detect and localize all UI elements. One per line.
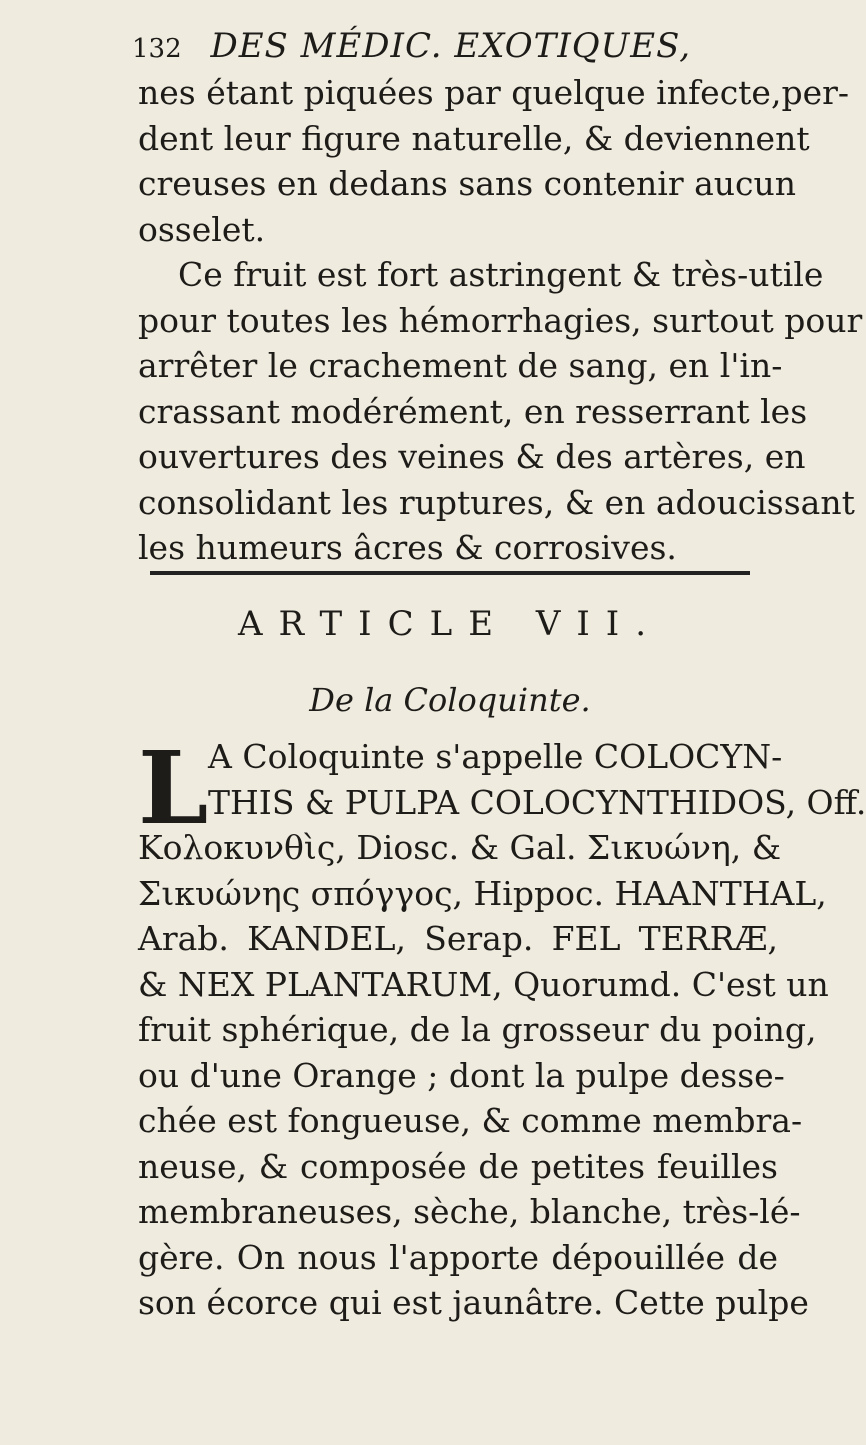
text-line: gère. On nous l'apporte dépouillée de bbox=[138, 1237, 778, 1277]
running-title: DES MÉDIC. EXOTIQUES, bbox=[210, 26, 692, 66]
text-block-2 bbox=[138, 729, 866, 1326]
text-line: & NEX PLANTARUM, Quorumd. C'est un bbox=[138, 964, 829, 1004]
text-line: nes étant piquées par quelque infecte,per- bbox=[138, 73, 850, 112]
text-line: fruit sphérique, de la grosseur du poing, bbox=[138, 1010, 817, 1049]
text-line: chée est fongueuse, & comme membra- bbox=[138, 1101, 803, 1140]
text-line: dent leur figure naturelle, & deviennent bbox=[138, 118, 810, 158]
text-line: ou d'une Orange ; dont la pulpe desse- bbox=[138, 1055, 785, 1095]
text-line: A Coloquinte s'appelle COLOCYN- bbox=[208, 737, 783, 776]
drop-cap: L bbox=[138, 729, 209, 847]
text-line: arrêter le crachement de sang, en l'in- bbox=[138, 346, 783, 385]
text-line: crassant modérément, en resserrant les bbox=[138, 391, 808, 431]
text-block-1 bbox=[138, 70, 863, 571]
text-line: pour toutes les hémorrhagies, surtout pour bbox=[138, 300, 863, 340]
running-header bbox=[132, 26, 772, 69]
page-number: 132 bbox=[132, 34, 182, 64]
text-line: creuses en dedans sans contenir aucun bbox=[138, 164, 797, 203]
text-line: Arab. KANDEL, Serap. FEL TERRÆ, bbox=[138, 919, 778, 958]
text-line: son écorce qui est jaunâtre. Cette pulpe bbox=[138, 1283, 809, 1322]
text-line: membraneuses, sèche, blanche, très-lé- bbox=[138, 1192, 801, 1231]
text-line: ouvertures des veines & des artères, en bbox=[138, 437, 806, 476]
text-line: Σικυώνης σπόγγος, Hippoc. HAANTHAL, bbox=[138, 873, 827, 913]
text-line: THIS & PULPA COLOCYNTHIDOS, Off. bbox=[208, 782, 866, 822]
text-line: Κολοκυνθὶς, Diosc. & Gal. Σικυώνη, & bbox=[138, 828, 782, 867]
text-line: consolidant les ruptures, & en adoucissant bbox=[138, 482, 855, 522]
section-divider bbox=[150, 571, 750, 575]
text-line: neuse, & composée de petites feuilles bbox=[138, 1146, 778, 1186]
article-heading: ARTICLE VII. bbox=[237, 604, 663, 644]
article-subtitle: De la Coloquinte. bbox=[309, 681, 591, 719]
text-line: les humeurs âcres & corrosives. bbox=[138, 528, 677, 567]
text-line: osselet. bbox=[138, 209, 266, 249]
text-line: Ce fruit est fort astringent & très-utile bbox=[178, 255, 824, 294]
